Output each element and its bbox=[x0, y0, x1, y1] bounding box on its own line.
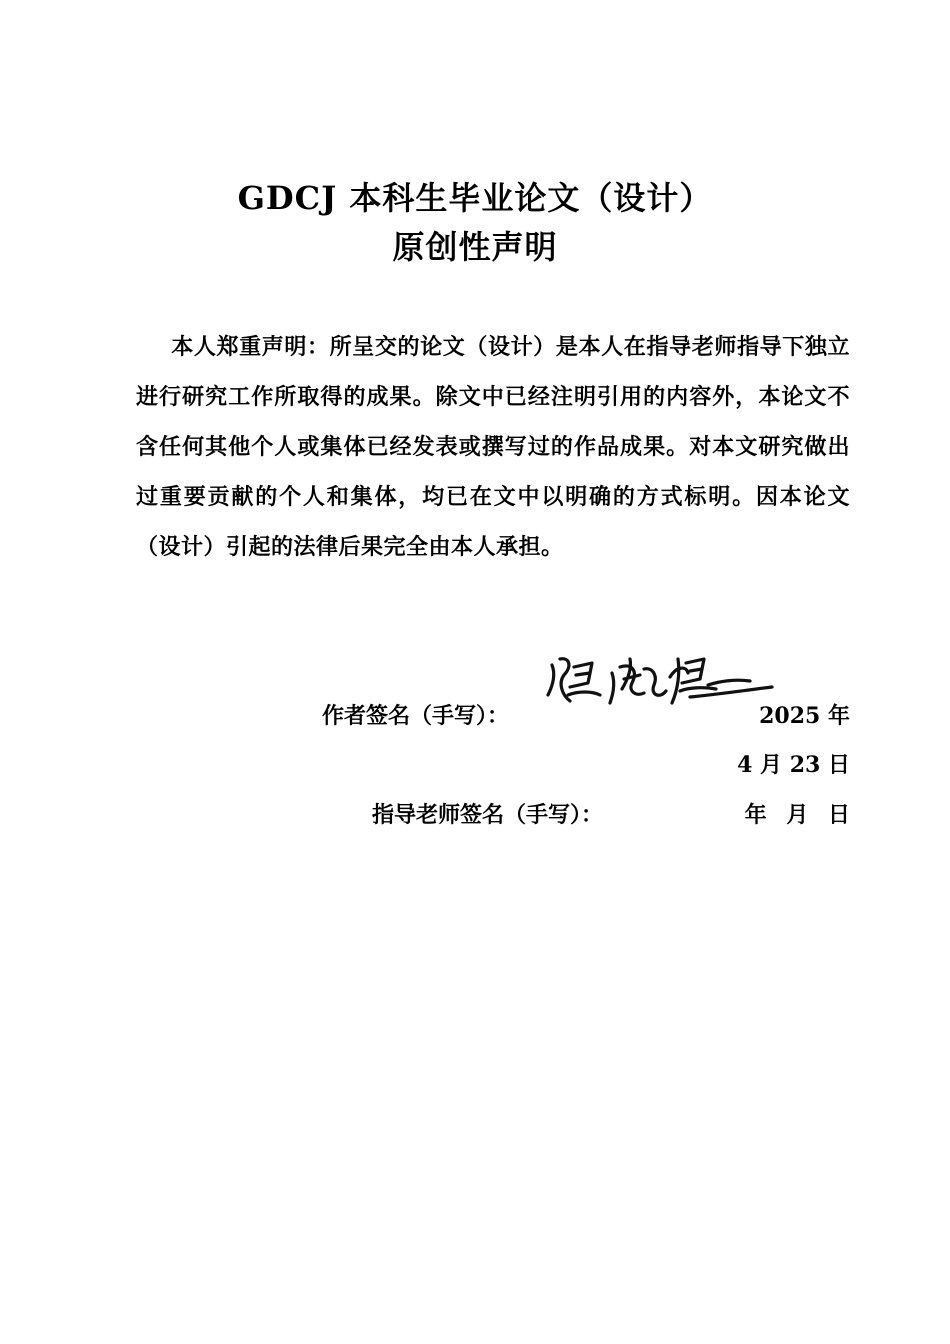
advisor-signature-label: 指导老师签名（手写）： bbox=[372, 802, 604, 828]
author-handwritten-signature bbox=[540, 645, 775, 715]
advisor-date: 年 月 日 bbox=[744, 802, 850, 828]
declaration-paragraph: 本人郑重声明：所呈交的论文（设计）是本人在指导老师指导下独立进行研究工作所取得的成果。除文中已经注明引用的内容外，本论文不含任何其他个人或集体已经发表或撰写过的作品成果。对本文研究做出过重要贡献的个人和集体，均已在文中以明确的方式标明。因本论文（设计）引起的法律后果完全由本人承担。 bbox=[136, 334, 850, 560]
author-signature-label: 作者签名（手写）： bbox=[322, 703, 510, 729]
author-date-month-day: 4 月 23 日 bbox=[737, 752, 850, 778]
page-subtitle: 原创性声明 bbox=[392, 228, 558, 266]
author-date-year: 2025 年 bbox=[759, 703, 850, 729]
page-title: GDCJ 本科生毕业论文（设计） bbox=[237, 179, 713, 217]
